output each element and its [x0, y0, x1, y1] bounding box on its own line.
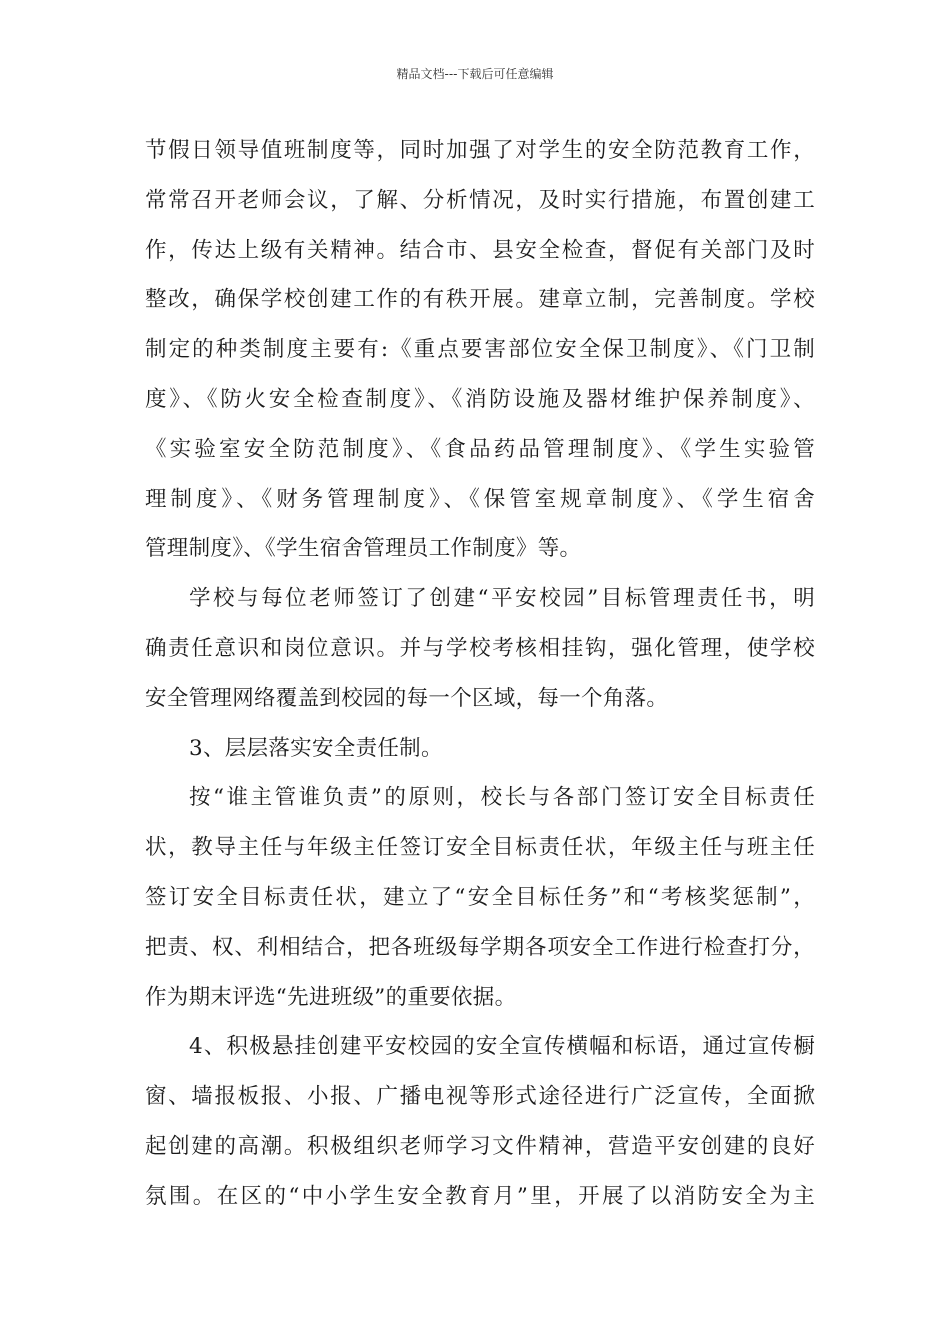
- text-line: 安全管理网络覆盖到校园的每一个区域，每一个角落。: [145, 685, 669, 711]
- text-line: 《实验室安全防范制度》、《食品药品管理制度》、《学生实验管: [145, 436, 815, 462]
- paragraph-first-line: 按“谁主管谁负责”的原则，校长与各部门签订安全目标责任: [189, 785, 815, 811]
- text-line: 确责任意识和岗位意识。并与学校考核相挂钩，强化管理，使学校: [145, 635, 815, 661]
- text-line: 作为期末评选“先进班级”的重要依据。: [145, 984, 517, 1010]
- text-line: 整改，确保学校创建工作的有秩开展。建章立制，完善制度。学校: [145, 287, 815, 313]
- text-line: 制定的种类制度主要有:《重点要害部位安全保卫制度》、《门卫制: [145, 337, 815, 363]
- text-line: 窗、墙报板报、小报、广播电视等形式途径进行广泛宣传，全面掀: [145, 1084, 815, 1110]
- text-line: 状，教导主任与年级主任签订安全目标责任状，年级主任与班主任: [145, 835, 815, 861]
- section-heading: 3、层层落实安全责任制。: [189, 735, 443, 761]
- text-line: 氛围。在区的“中小学生安全教育月”里，开展了以消防安全为主: [145, 1183, 815, 1209]
- text-line: 常常召开老师会议，了解、分析情况，及时实行措施，布置创建工: [145, 187, 815, 213]
- text-line: 管理制度》、《学生宿舍管理员工作制度》等。: [145, 536, 582, 562]
- text-line: 度》、《防火安全检查制度》、《消防设施及器材维护保养制度》、: [145, 386, 815, 412]
- document-body: [145, 126, 815, 1222]
- page-header: 精品文档---下载后可任意编辑: [396, 67, 554, 81]
- text-line: 起创建的高潮。积极组织老师学习文件精神，营造平安创建的良好: [145, 1133, 815, 1159]
- paragraph-first-line: 学校与每位老师签订了创建“平安校园”目标管理责任书，明: [189, 586, 815, 612]
- text-line: 理制度》、《财务管理制度》、《保管室规章制度》、《学生宿舍: [145, 486, 815, 512]
- paragraph-first-line: 4、积极悬挂创建平安校园的安全宣传横幅和标语，通过宣传橱: [189, 1034, 815, 1060]
- text-line: 作，传达上级有关精神。结合市、县安全检查，督促有关部门及时: [145, 237, 815, 263]
- text-line: 把责、权、利相结合，把各班级每学期各项安全工作进行检查打分，: [145, 934, 815, 960]
- text-line: 节假日领导值班制度等，同时加强了对学生的安全防范教育工作，: [145, 138, 815, 163]
- text-line: 签订安全目标责任状，建立了“安全目标任务”和“考核奖惩制”，: [145, 884, 815, 910]
